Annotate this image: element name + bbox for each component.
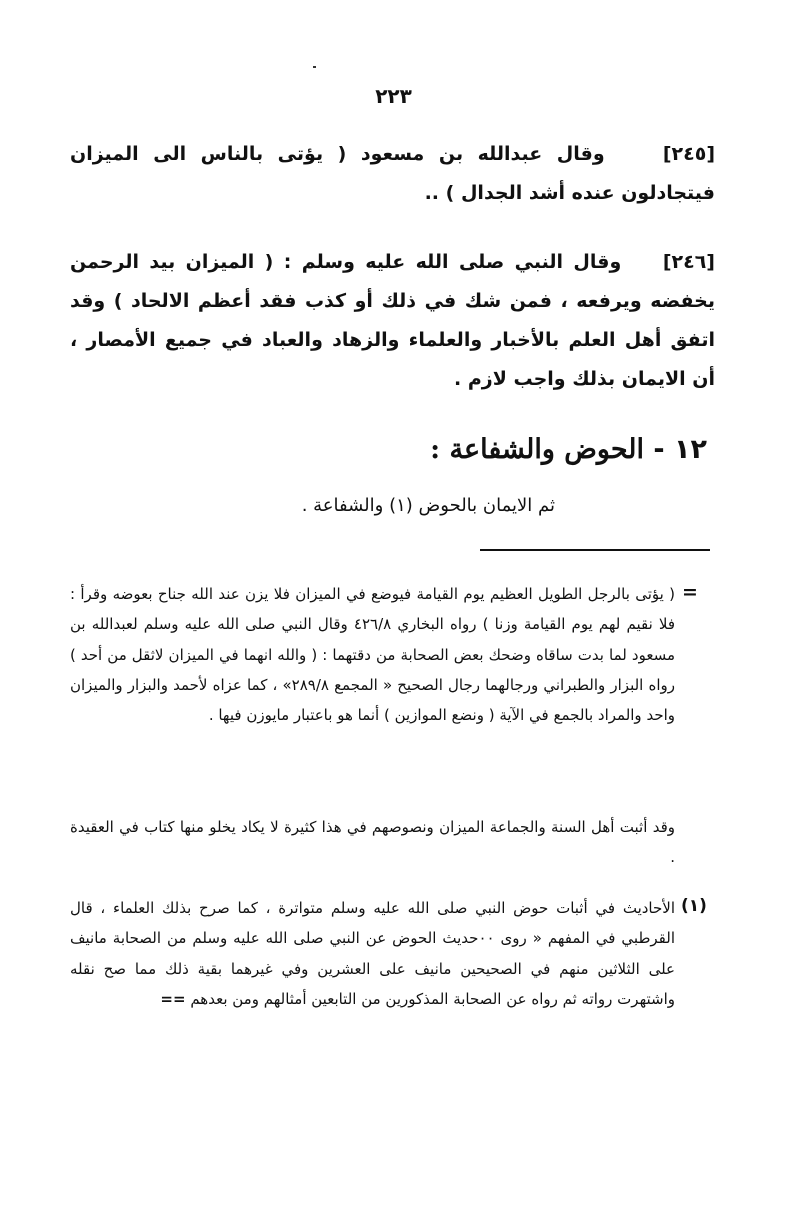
paragraph-text: وقال عبدالله بن مسعود ( يؤتى بالناس الى الميزان فيتجادلون عنده أشد الجدال ) .. [70,143,715,204]
footnote-text: وقد أثبت أهل السنة والجماعة الميزان ونصوصهم في هذا كثيرة لا يكاد يخلو منها كتاب في العقيدة . [70,818,675,867]
paragraph-246 [70,243,715,399]
footnote-separator [480,549,710,551]
intro-text: ثم الايمان بالحوض (١) والشفاعة . [301,495,555,516]
paragraph-ref: [٢٤٦] [662,251,715,273]
paragraph-245 [70,135,715,213]
footnote-continuation [70,579,675,730]
print-speck [313,66,316,68]
footnote-text: الأحاديث في أثبات حوض النبي صلى الله عليه وسلم متواترة ، كما صرح بذلك العلماء ، قال القرطبي في المفهم « روى ٠٠حديث الحوض عن النبي صلى الله عليه وسلم من الصحابة مانيف على الثلاثين منهم في الصحيحين مانيف على العشرين وفي غيرهما بقية ذلك مما صح نقله واشتهرت رواته ثم رواه عن الصحابة المذكورين من التابعين أمثالهم ومن بعدهم [70,899,675,1008]
paragraph-ref: [٢٤٥] [662,143,715,165]
footnote-text: ( يؤتى بالرجل الطويل العظيم يوم القيامة فيوضع في الميزان فلا يزن عند الله جناح بعوضه وقرأ : فلا نقيم لهم يوم القيامة وزنا ) رواه البخاري ٤٢٦/٨ وقال النبي صلى الله عليه وسلم لعبدالله بن مسعود لما بدت ساقاه وضحك بعض الصحابة من دقتهما : ( والله انهما في الميزان لاثقل من أحد ) رواه البزار والطبراني ورجالهما رجال الصحيح « المجمع ٢٨٩/٨» ، كما عزاه لأحمد والبزار والميزان واحد والمراد بالجمع في الآية ( ونضع الموازين ) أنما هو باعتبار مايوزن فيها . [70,585,675,725]
page-number: ٢٢٣ [375,84,412,108]
section-title: الحوض والشفاعة : [430,434,645,465]
footnote-continues-marker: == [160,989,186,1008]
footnote-1 [70,893,675,1014]
paragraph-text: وقال النبي صلى الله عليه وسلم : ( الميزان بيد الرحمن يخفضه ويرفعه ، فمن شك في ذلك أو كذب فقد أعظم الالحاد ) وقد اتفق أهل العلم بالأخبار والعلماء والزهاد والعباد في جميع الأمصار ، أن الايمان بذلك واجب لازم . [70,251,715,390]
section-heading [67,430,707,470]
section-number: ١٢ - [653,434,707,465]
footnote-sunnah [70,812,675,873]
footnote-continuation-marker: = [682,581,698,603]
footnote-1-marker: (١) [681,896,707,916]
